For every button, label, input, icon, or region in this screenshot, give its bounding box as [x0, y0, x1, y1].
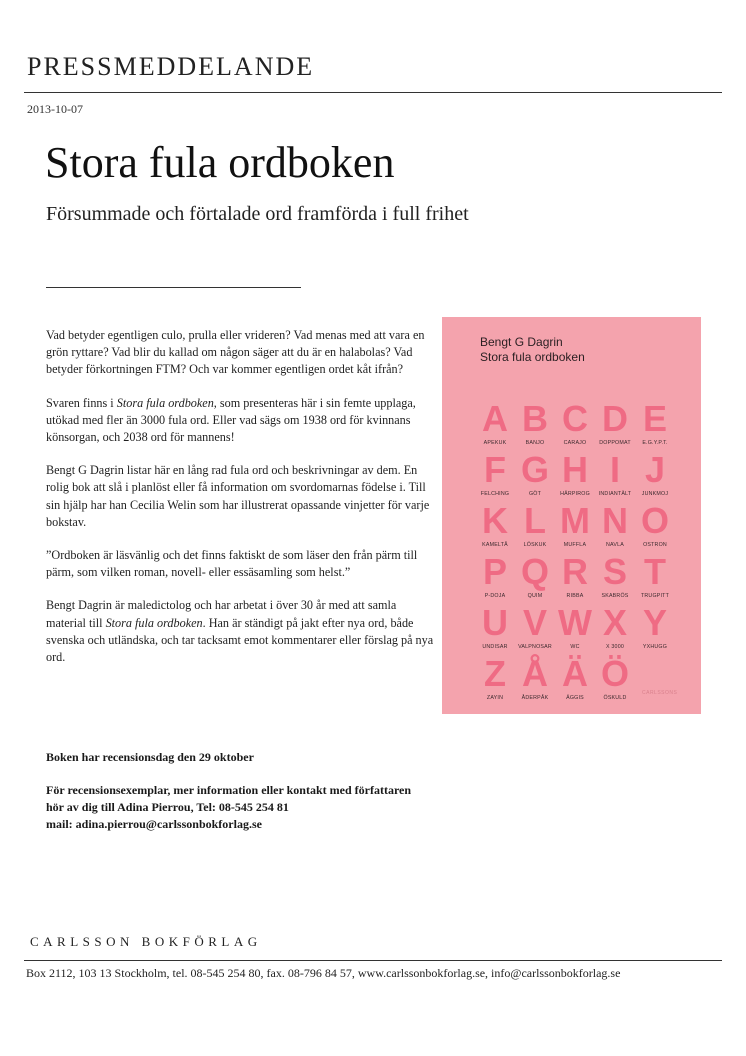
- cover-row: [475, 398, 675, 452]
- cover-letter-cell: [635, 398, 675, 452]
- cover-letter-cell: [475, 551, 515, 605]
- cover-letter-grid: [475, 398, 678, 707]
- paragraph-5-text-a: Bengt Dagrin är maledictolog och har arbetat i över 30 år med att samla material till: [46, 598, 397, 630]
- cover-word: LÖSKUK: [523, 542, 547, 548]
- contact-line-2: hör av dig till Adina Pierrou, Tel: 08-545 254 81: [46, 800, 289, 814]
- cover-word: JUNKMOJ: [641, 491, 669, 497]
- cover-word: INDIANTÄLT: [598, 491, 632, 497]
- book-title-italic: Stora fula ordboken: [105, 615, 203, 630]
- cover-letter-cell: [515, 500, 555, 554]
- cover-word: ÖSKULD: [603, 695, 627, 701]
- cover-letter: C: [562, 398, 588, 439]
- cover-letter: V: [522, 602, 547, 643]
- cover-publisher-logo: CARLSSONS: [642, 690, 678, 696]
- cover-letter-cell: [475, 602, 515, 656]
- cover-title: Stora fula ordboken: [480, 350, 585, 364]
- release-date: 2013-10-07: [27, 102, 83, 116]
- cover-letter-cell: [515, 653, 555, 707]
- review-date: Boken har recensionsdag den 29 oktober: [46, 750, 254, 764]
- cover-letter-cell: [595, 449, 635, 503]
- cover-letter: G: [520, 449, 549, 490]
- footer-address: Box 2112, 103 13 Stockholm, tel. 08-545 254 80, fax. 08-796 84 57, www.carlssonbokforlag.se, info@carlssonbokforlag.se: [26, 966, 621, 980]
- cover-word: CARAJO: [563, 440, 587, 446]
- paragraph-2-text-b: , som presenteras här i sin femte upplaga, utökad med fler än 3000 fula ord. Eller vad sägs om 1938 ord för kvinnans könsorgan, och 2038 ord för mannens!: [46, 395, 416, 445]
- cover-word: HÄRPIROG: [560, 491, 590, 497]
- cover-letter: S: [602, 551, 627, 592]
- cover-letter: O: [640, 500, 669, 541]
- cover-letter: Y: [642, 602, 667, 643]
- footer-divider: [24, 960, 722, 961]
- cover-letter-cell: [595, 653, 635, 707]
- cover-letter-cell: [635, 551, 675, 605]
- cover-letter-cell: [475, 653, 515, 707]
- cover-word: UNDISAR: [482, 644, 508, 650]
- contact-line-1: För recensionsexemplar, mer information eller kontakt med författaren: [46, 783, 412, 797]
- cover-letter-cell: [555, 398, 595, 452]
- cover-letter: T: [644, 551, 666, 592]
- cover-word: BANJO: [525, 440, 545, 446]
- paragraph-5: [46, 597, 438, 666]
- cover-letter-cell: [595, 398, 635, 452]
- cover-letter: N: [602, 500, 628, 541]
- cover-letter: I: [609, 449, 620, 490]
- cover-letter: X: [602, 602, 627, 643]
- paragraph-2: [46, 395, 438, 447]
- cover-letter: Q: [520, 551, 549, 592]
- cover-word: DOPPOMAT: [599, 440, 631, 446]
- cover-letter: P: [482, 551, 507, 592]
- cover-letter-cell: [555, 602, 595, 656]
- cover-row: [475, 653, 678, 707]
- header-title: PRESSMEDDELANDE: [27, 52, 315, 81]
- cover-letter: D: [602, 398, 628, 439]
- cover-letter: W: [558, 602, 592, 643]
- cover-author: Bengt G Dagrin: [480, 335, 563, 349]
- cover-word: KAMELTÅ: [482, 542, 508, 548]
- cover-row: [475, 500, 675, 554]
- cover-word: X 3000: [606, 644, 624, 650]
- cover-letter: K: [482, 500, 508, 541]
- cover-letter-cell: [595, 500, 635, 554]
- cover-letter-cell: [475, 449, 515, 503]
- cover-letter: B: [522, 398, 548, 439]
- cover-letter: F: [484, 449, 506, 490]
- cover-letter: M: [560, 500, 590, 541]
- paragraph-4-quote: ”Ordboken är läsvänlig och det finns faktiskt de som läser den från pärm till pärm, som vilken roman, novell- eller essäsamling som helst.”: [46, 548, 418, 580]
- paragraph-2-text-a: Svaren finns i: [46, 395, 117, 410]
- paragraph-3: Bengt G Dagrin listar här en lång rad fula ord och beskrivningar av dem. En rolig bok att slå i planlöst eller få information om svordomarnas födelse i. Till sin hjälp har han Cecilia Welin som har illustrerat opassande vinjetter för varje bokstav.: [46, 463, 430, 529]
- cover-word: RIBBA: [566, 593, 584, 599]
- cover-letter: Z: [484, 653, 506, 694]
- cover-letter-cell: [595, 551, 635, 605]
- cover-word: MUFFLA: [563, 542, 587, 548]
- cover-letter: E: [642, 398, 667, 439]
- cover-letter-cell: [515, 398, 555, 452]
- paragraph-5-text-b: . Han är ständigt på jakt efter nya ord, både svenska och utländska, och tar tacksamt emot kommentarer eller förslag på nya ord.: [46, 615, 434, 665]
- header-divider: [24, 92, 722, 93]
- cover-row: [475, 551, 675, 605]
- cover-word: P-DOJA: [484, 593, 506, 599]
- cover-word: GÖT: [528, 491, 542, 497]
- cover-letter: R: [562, 551, 588, 592]
- cover-letter-cell: [515, 551, 555, 605]
- cover-letter: Å: [522, 653, 548, 694]
- cover-letter: H: [562, 449, 588, 490]
- cover-letter-cell: [555, 449, 595, 503]
- book-cover: [442, 317, 701, 714]
- cover-word: QUIM: [527, 593, 543, 599]
- cover-word: ÅDERPÅK: [521, 695, 549, 701]
- cover-letter-cell: [635, 449, 675, 503]
- cover-letter-cell: [595, 602, 635, 656]
- publisher-brand: CARLSSON BOKFÖRLAG: [30, 934, 262, 949]
- cover-letter-cell: [515, 602, 555, 656]
- paragraph-1: Vad betyder egentligen culo, prulla eller vrideren? Vad menas med att vara en grön ryttare? Vad blir du kallad om någon säger att du är en halabolas? Vad betyder förkortningen FTM? Och var kommer egentligen ordet kåt ifrån?: [46, 328, 425, 377]
- page-title: Stora fula ordboken: [45, 138, 395, 187]
- cover-word: OSTRON: [643, 542, 667, 548]
- cover-letter: J: [644, 449, 666, 490]
- cover-letter-cell: [635, 500, 675, 554]
- contact-lines: [46, 782, 466, 833]
- cover-word: VALPNOSAR: [518, 644, 552, 650]
- cover-row: [475, 602, 675, 656]
- cover-row: [475, 449, 675, 503]
- body-text: [46, 327, 438, 682]
- cover-word: APEKUK: [483, 440, 507, 446]
- cover-letter: A: [482, 398, 508, 439]
- cover-letter-cell: [555, 500, 595, 554]
- cover-letter-cell: [635, 602, 675, 656]
- cover-letter-cell: [475, 500, 515, 554]
- cover-word: YXHUGG: [642, 644, 668, 650]
- cover-letter-cell: [475, 398, 515, 452]
- cover-word: E.G.Y.P.T.: [642, 440, 668, 446]
- title-divider: [46, 287, 301, 288]
- contact-line-3: mail: adina.pierrou@carlssonbokforlag.se: [46, 817, 262, 831]
- cover-word: NAVLA: [606, 542, 624, 548]
- cover-word: FELCHING: [480, 491, 510, 497]
- cover-letter-cell: [555, 551, 595, 605]
- cover-word: WC: [570, 644, 580, 650]
- cover-letter-cell: [555, 653, 595, 707]
- cover-letter: U: [482, 602, 508, 643]
- page-subtitle: Försummade och förtalade ord framförda i full frihet: [46, 203, 469, 225]
- book-title-italic: Stora fula ordboken: [116, 395, 214, 410]
- cover-word: ÄGGIS: [566, 695, 584, 701]
- cover-word: ZAYIN: [486, 695, 504, 701]
- cover-letter: Ä: [562, 653, 588, 694]
- cover-word: SKABRÖS: [601, 593, 629, 599]
- cover-letter: L: [524, 500, 546, 541]
- cover-letter-cell: [515, 449, 555, 503]
- cover-letter: Ö: [600, 653, 629, 694]
- cover-word: TRUGPITT: [640, 593, 670, 599]
- contact-info: [46, 749, 466, 849]
